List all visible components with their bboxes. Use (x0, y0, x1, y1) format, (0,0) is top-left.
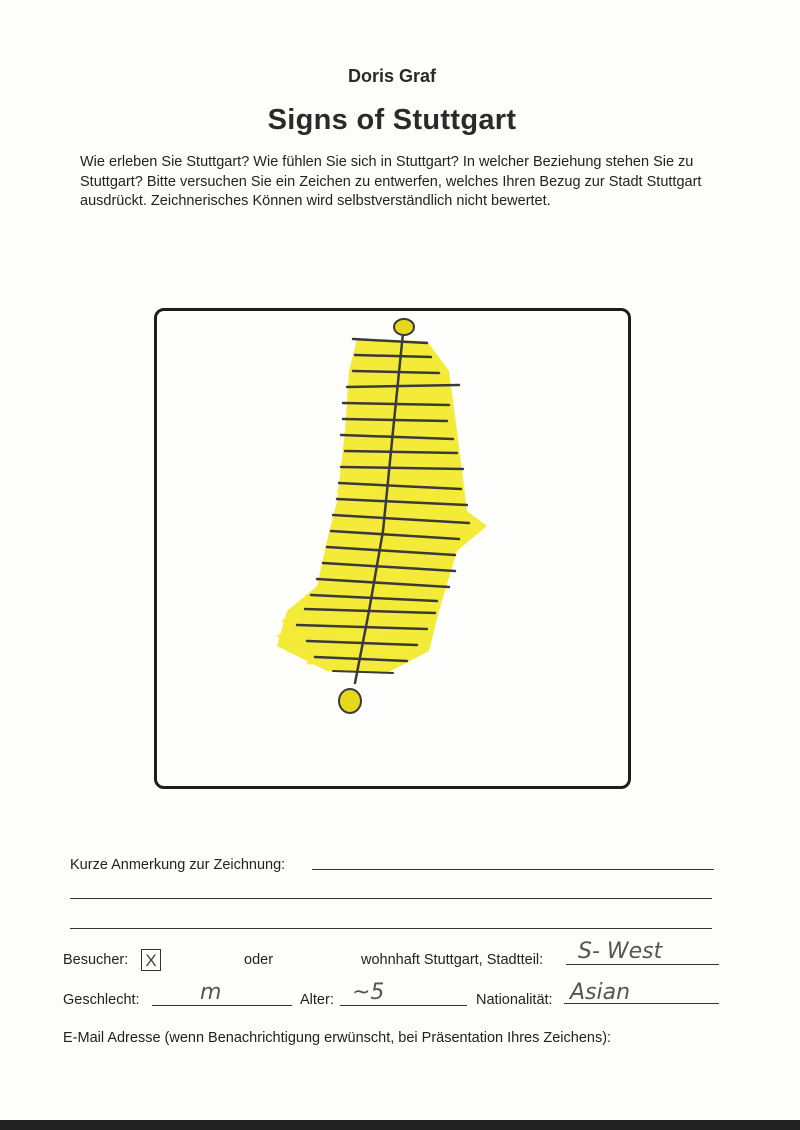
nationality-label: Nationalität: (476, 992, 553, 1008)
note-label: Kurze Anmerkung zur Zeichnung: (70, 857, 286, 873)
note-line-2[interactable] (70, 898, 712, 899)
resident-label: wohnhaft Stuttgart, Stadtteil: (361, 952, 544, 968)
nationality-value[interactable]: Asian (570, 980, 631, 1005)
age-line (340, 1005, 467, 1006)
nationality-line (564, 1003, 719, 1004)
intro-text: Wie erleben Sie Stuttgart? Wie fühlen Sie sich in Stuttgart? In welcher Beziehung stehen Sie zu Stuttgart? Bitte versuchen Sie ein Zeichen zu entwerfen, welches Ihren Bezug zur Stadt Stuttgart ausdrückt. Zeichnerisches Können wird selbstverständlich nicht bewertet. (80, 154, 702, 209)
district-value[interactable]: S- West (578, 939, 663, 964)
drawing-area (154, 308, 631, 789)
district-line (566, 964, 719, 965)
visitor-checkbox[interactable] (141, 949, 161, 971)
age-label: Alter: (300, 992, 334, 1008)
scan-bottom-edge (0, 1120, 800, 1130)
gender-line (152, 1005, 292, 1006)
page-title: Signs of Stuttgart (267, 104, 517, 136)
child-drawing-icon (157, 311, 628, 786)
age-value[interactable]: ~5 (352, 980, 385, 1005)
visitor-label: Besucher: (63, 952, 129, 968)
gender-value[interactable]: m (200, 980, 222, 1005)
visitor-check-mark: X (145, 950, 157, 970)
note-line-3[interactable] (70, 928, 712, 929)
or-label: oder (244, 952, 274, 968)
author-name: Doris Graf (347, 66, 437, 86)
note-line-1[interactable] (312, 869, 714, 870)
gender-label: Geschlecht: (63, 992, 140, 1008)
email-label: E-Mail Adresse (wenn Benachrichtigung erwünscht, bei Präsentation Ihres Zeichens): (63, 1030, 612, 1046)
